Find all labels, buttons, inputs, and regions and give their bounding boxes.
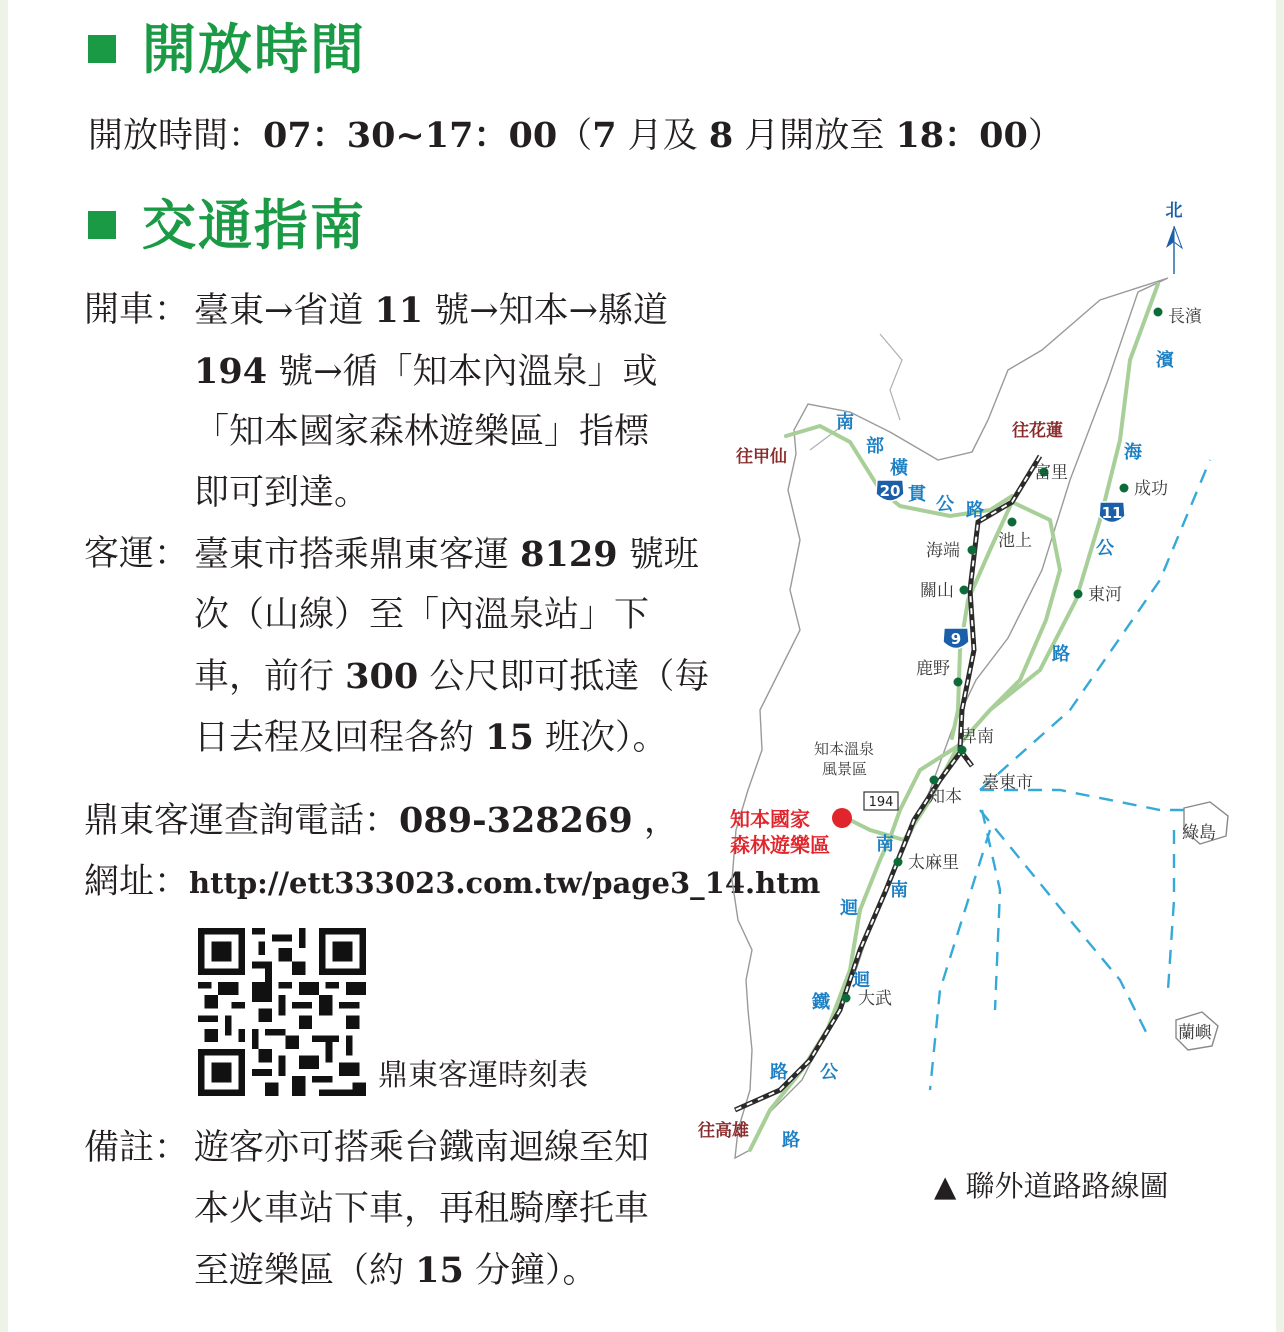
bus-website: 網址：http://ett333023.com.tw/page3_14.htm xyxy=(84,862,821,902)
bus-label: 客運： xyxy=(84,534,190,574)
county-outline xyxy=(732,278,1168,1158)
place-hotspring-2: 風景區 xyxy=(822,760,868,778)
place-fuli: 富里 xyxy=(1034,463,1068,483)
place-zhiben: 知本 xyxy=(928,787,962,807)
route-9-shield xyxy=(943,628,969,649)
map-label: 路 xyxy=(782,1130,800,1151)
route-11-shield xyxy=(1099,502,1125,523)
north-label: 北 xyxy=(1165,201,1183,221)
map-label: 南 xyxy=(890,880,908,901)
place-beinan: 卑南 xyxy=(960,727,994,747)
dest-jiaxian: 往甲仙 xyxy=(736,447,787,467)
route-map xyxy=(690,190,1250,1220)
hours-heading xyxy=(88,17,366,81)
map-label: 南 xyxy=(876,834,894,855)
map-label: 公 xyxy=(820,1062,838,1083)
map-label: 南 xyxy=(836,412,854,433)
route-194-shield xyxy=(864,792,898,810)
place-lanyu: 蘭嶼 xyxy=(1178,1023,1212,1043)
transport-heading-text: 交通指南 xyxy=(142,193,366,257)
place-ludao: 綠島 xyxy=(1182,823,1216,843)
map-label: 11 xyxy=(1101,504,1123,522)
map-label: 橫 xyxy=(890,458,908,479)
hours-heading-text: 開放時間 xyxy=(142,17,366,81)
map-label: 路 xyxy=(1052,644,1070,665)
forest-area-marker-icon xyxy=(832,808,852,828)
dest-kaohsiung: 往高雄 xyxy=(698,1121,749,1141)
opening-hours: 開放時間：07：30~17：00（7 月及 8 月開放至 18：00） xyxy=(88,115,1063,156)
page-edge-left xyxy=(0,0,8,1332)
square-bullet-icon xyxy=(88,35,116,63)
remark-label: 備註： xyxy=(84,1128,190,1168)
place-chenggong: 成功 xyxy=(1134,479,1168,499)
bus-phone: 鼎東客運查詢電話：089-328269 ， xyxy=(84,800,679,841)
map-label: 貫 xyxy=(908,484,926,505)
route-20-shield xyxy=(876,480,904,501)
map-label: 公 xyxy=(1096,538,1114,559)
place-hotspring-1: 知本溫泉 xyxy=(814,740,875,758)
map-label: 海 xyxy=(1124,442,1142,463)
map-label: 部 xyxy=(866,436,884,457)
square-bullet-icon xyxy=(88,211,116,239)
place-donghe: 東河 xyxy=(1088,585,1122,605)
map-label: 9 xyxy=(950,630,962,648)
place-taimali: 太麻里 xyxy=(908,853,959,873)
place-taitung: 臺東市 xyxy=(982,773,1033,793)
place-haiduan: 海端 xyxy=(926,541,960,561)
qr-code-icon[interactable] xyxy=(198,928,366,1096)
qr-caption: 鼎東客運時刻表 xyxy=(378,1058,588,1093)
map-label: 公 xyxy=(936,494,954,515)
website-link[interactable]: http://ett333023.com.tw/page3_14.htm xyxy=(189,866,821,900)
map-label: 濱 xyxy=(1156,350,1174,371)
map-label: 鐵 xyxy=(812,992,830,1013)
map-label: 20 xyxy=(879,482,901,500)
transport-heading xyxy=(88,193,366,257)
page-edge-right xyxy=(1276,0,1284,1332)
map-label: 迴 xyxy=(840,898,858,919)
map-label: 194 xyxy=(868,795,894,810)
driving-label: 開車： xyxy=(84,290,190,330)
place-changbin: 長濱 xyxy=(1168,307,1202,327)
spot-name-2: 森林遊樂區 xyxy=(730,833,830,857)
place-chishang: 池上 xyxy=(998,531,1032,551)
place-dawu: 大武 xyxy=(858,989,892,1009)
place-guanshan: 關山 xyxy=(920,581,954,601)
map-label: 路 xyxy=(770,1062,788,1083)
spot-name-1: 知本國家 xyxy=(730,807,810,831)
place-luye: 鹿野 xyxy=(916,659,950,679)
north-arrow-icon xyxy=(1166,226,1174,248)
map-caption: ▲ 聯外道路路線圖 xyxy=(934,1169,1169,1203)
dest-hualien: 往花蓮 xyxy=(1012,421,1063,441)
map-label: 路 xyxy=(966,500,984,521)
map-label: 迴 xyxy=(852,970,870,991)
